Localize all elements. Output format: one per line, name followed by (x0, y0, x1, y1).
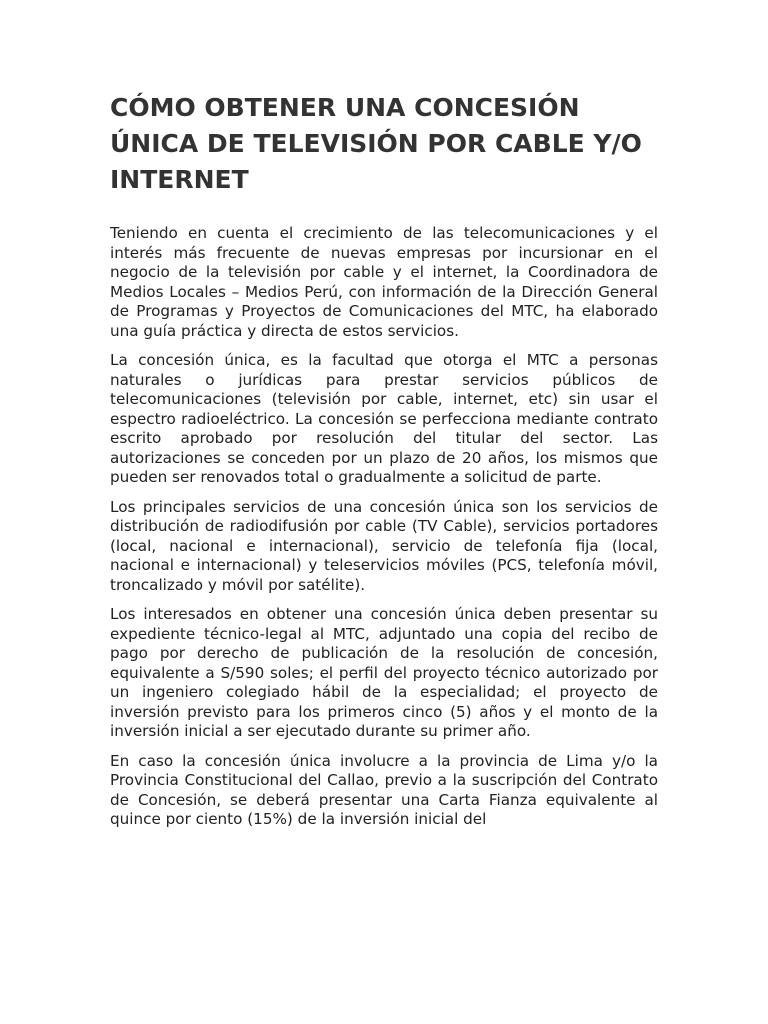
title-line-1: CÓMO OBTENER UNA CONCESIÓN (110, 93, 580, 122)
document-title (110, 90, 658, 198)
title-line-2: ÚNICA DE TELEVISIÓN POR CABLE Y/O (110, 129, 642, 158)
title-line-3: INTERNET (110, 165, 249, 194)
paragraph-2: La concesión única, es la facultad que otorga el MTC a personas naturales o jurídicas para prestar servicios públicos de telecomunicaciones (televisión por cable, internet, etc) sin usar el espectro radioeléctrico. La concesión se perfecciona mediante contrato escrito aprobado por resolución del titular del sector. Las autorizaciones se conceden por un plazo de 20 años, los mismos que pueden ser renovados total o gradualmente a solicitud de parte. (110, 351, 658, 486)
paragraph-4: Los interesados en obtener una concesión única deben presentar su expediente técnico-legal al MTC, adjuntado una copia del recibo de pago por derecho de publicación de la resolución de concesión, equivalente a S/590 soles; el perfil del proyecto técnico autorizado por un ingeniero colegiado hábil de la especialidad; el proyecto de inversión previsto para los primeros cinco (5) años y el monto de la inversión inicial a ser ejecutado durante su primer año. (110, 605, 658, 740)
document-body (110, 224, 658, 830)
document-page (110, 90, 658, 830)
paragraph-5: En caso la concesión única involucre a la provincia de Lima y/o la Provincia Constitucional del Callao, previo a la suscripción del Contrato de Concesión, se deberá presentar una Carta Fianza equivalente al quince por ciento (15%) de la inversión inicial del (110, 751, 658, 828)
paragraph-3: Los principales servicios de una concesión única son los servicios de distribución de radiodifusión por cable (TV Cable), servicios portadores (local, nacional e internacional), servicio de telefonía fija (local, nacional e internacional) y teleservicios móviles (PCS, telefonía móvil, troncalizado y móvil por satélite). (110, 497, 658, 594)
paragraph-1: Teniendo en cuenta el crecimiento de las telecomunicaciones y el interés más frecuente de nuevas empresas por incursionar en el negocio de la televisión por cable y el internet, la Coordinadora de Medios Locales – Medios Perú, con información de la Dirección General de Programas y Proyectos de Comunicaciones del MTC, ha elaborado una guía práctica y directa de estos servicios. (110, 224, 658, 340)
